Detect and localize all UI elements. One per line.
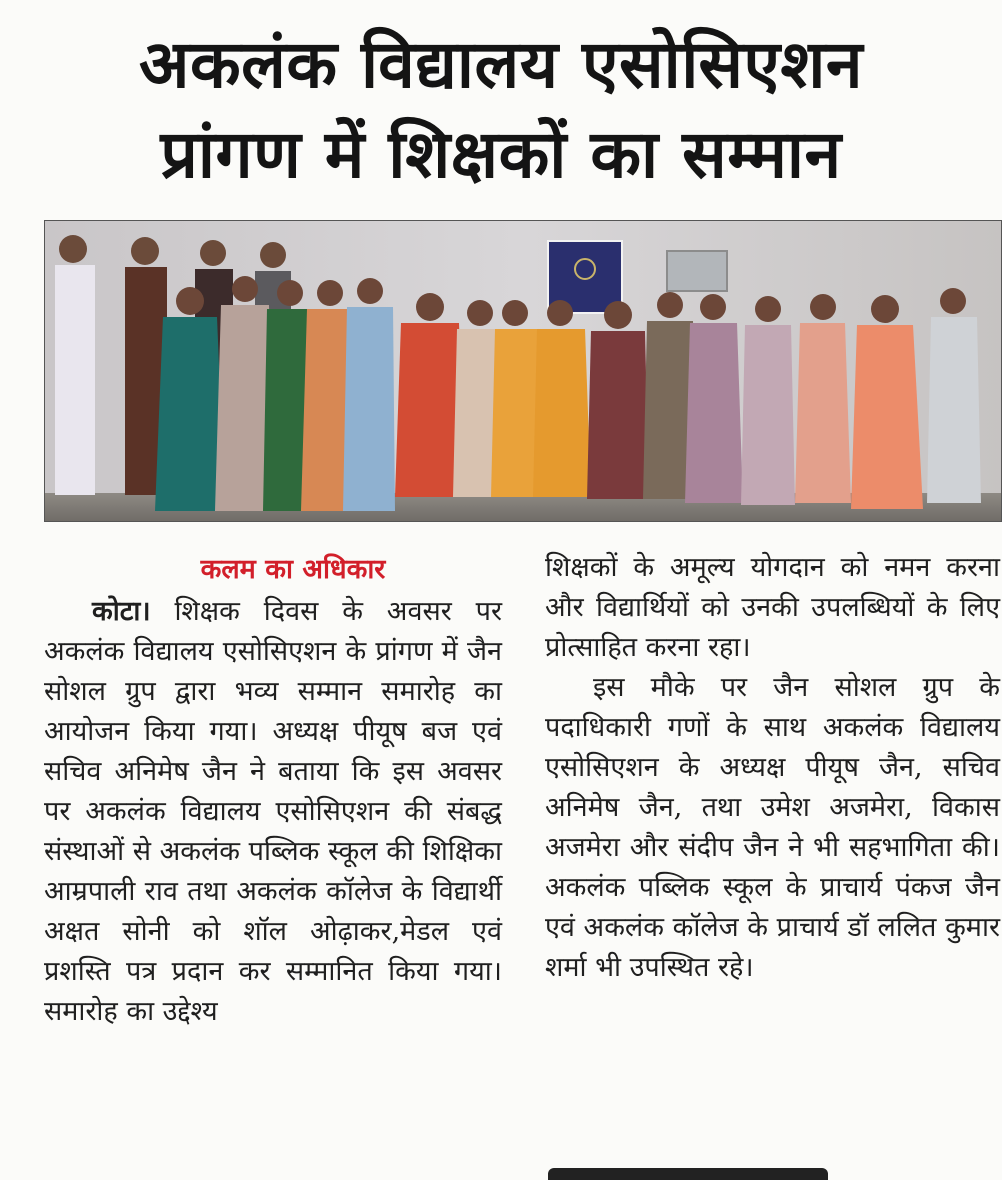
group-photo <box>44 220 1002 522</box>
article-column-left <box>44 548 502 1032</box>
headline-line-2: प्रांगण में शिक्षकों का सम्मान <box>160 116 842 193</box>
dateline: कोटा। <box>92 596 151 627</box>
group-photo-illustration <box>45 221 1002 522</box>
byline: कलम का अधिकार <box>200 554 386 585</box>
headline-line-1: अकलंक विद्यालय एसोसिएशन <box>139 26 863 103</box>
article-paragraph-1 <box>44 592 502 1032</box>
article-column-right <box>545 548 1000 988</box>
paragraph-1-text: शिक्षक दिवस के अवसर पर अकलंक विद्यालय एसोसिएशन के प्रांगण में जैन सोशल ग्रुप द्वारा भव्य सम्मान समारोह का आयोजन किया गया। अध्यक्ष पीयूष बज एवं सचिव अनिमेष जैन ने बताया कि इस अवसर पर अकलंक विद्यालय एसोसिएशन की संबद्ध संस्थाओं से अकलंक पब्लिक स्कूल की शिक्षिका आम्रपाली राव तथा अकलंक कॉलेज के विद्यार्थी अक्षत सोनी को शॉल ओढ़ाकर,मेडल एवं प्रशस्ति पत्र प्रदान कर सम्मानित किया गया। समारोह का उद्देश्य <box>44 596 502 1027</box>
cropped-next-headline <box>548 1168 828 1180</box>
article-paragraph-3: इस मौके पर जैन सोशल ग्रुप के पदाधिकारी गणों के साथ अकलंक विद्यालय एसोसिएशन के अध्यक्ष पीयूष जैन, सचिव अनिमेष जैन, तथा उमेश अजमेरा, विकास अजमेरा और संदीप जैन ने भी सहभागिता की। अकलंक पब्लिक स्कूल के प्राचार्य पंकज जैन एवं अकलंक कॉलेज के प्राचार्य डॉ ललित कुमार शर्मा भी उपस्थित रहे। <box>545 672 1000 983</box>
article-paragraph-2: शिक्षकों के अमूल्य योगदान को नमन करना और विद्यार्थियों को उनकी उपलब्धियों के लिए प्रोत्साहित करना रहा। <box>545 552 1000 663</box>
